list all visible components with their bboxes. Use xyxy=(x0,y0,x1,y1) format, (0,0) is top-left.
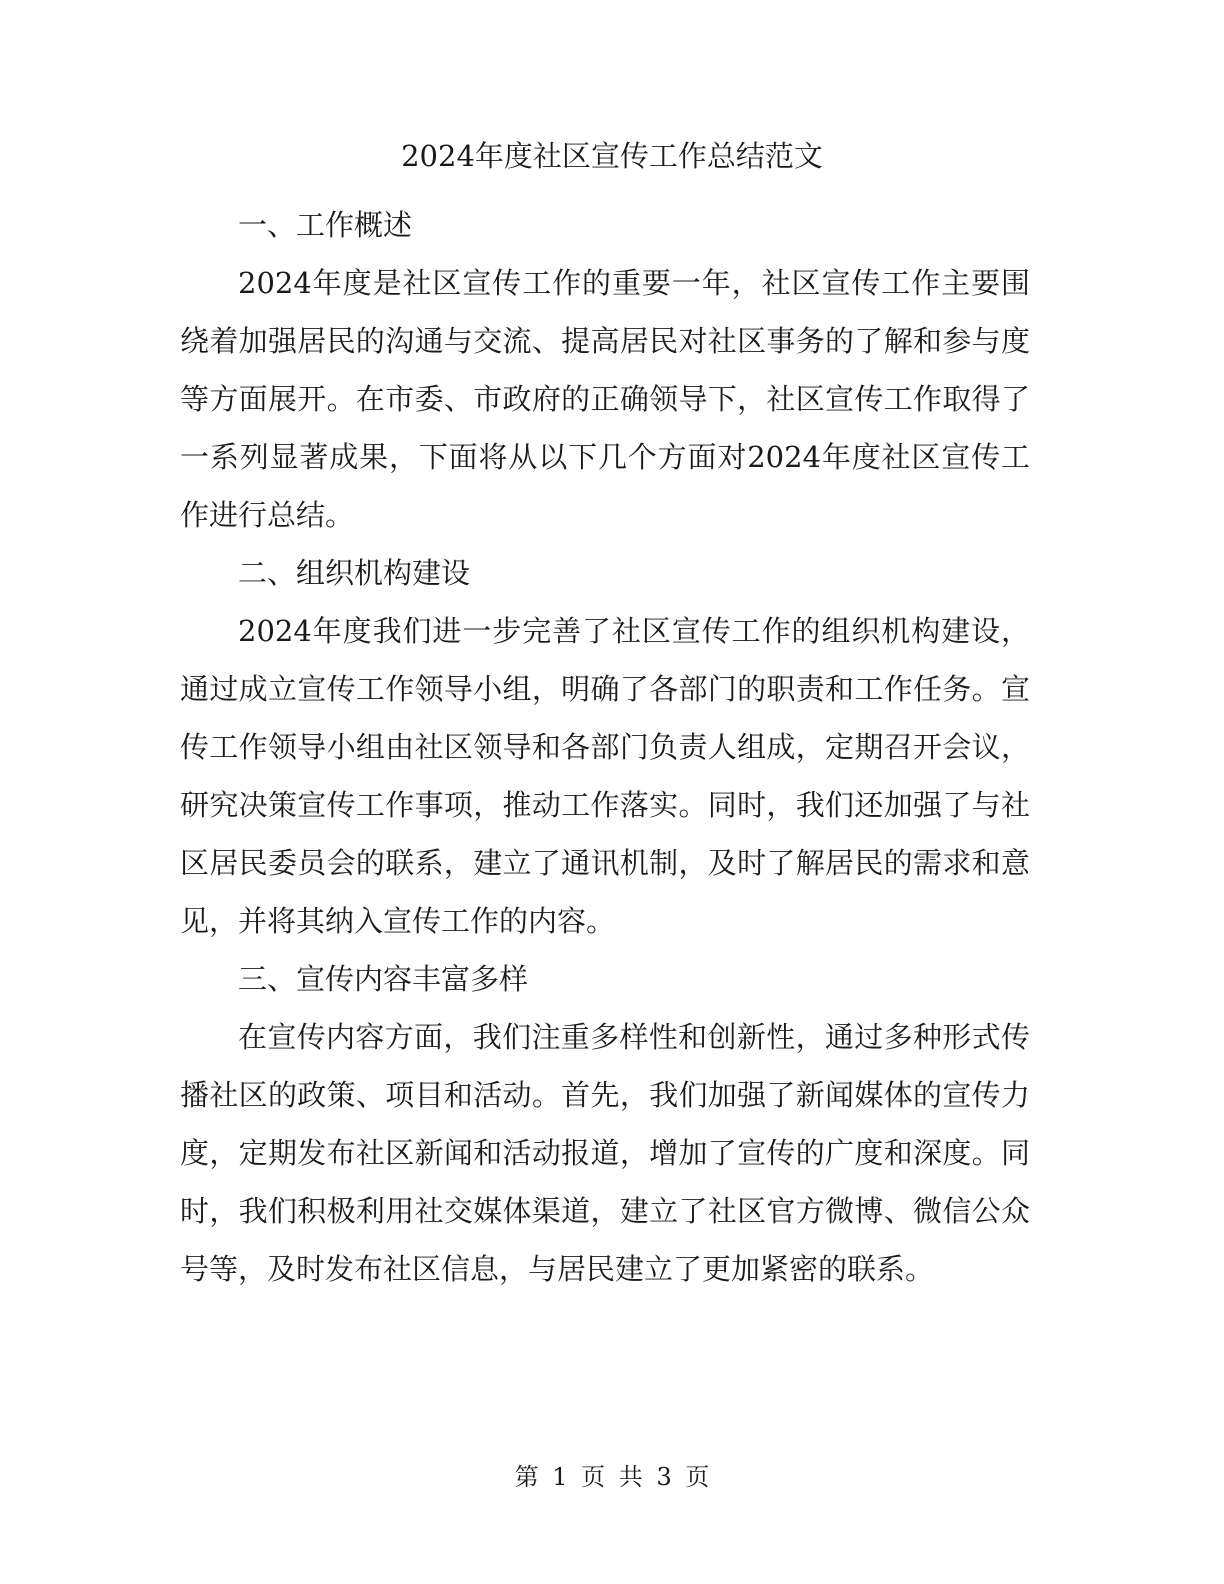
document-title: 2024年度社区宣传工作总结范文 xyxy=(401,139,823,173)
section-heading-organization: 二、组织机构建设 xyxy=(238,556,471,590)
section-paragraph-organization: 2024年度我们进一步完善了社区宣传工作的组织机构建设，通过成立宣传工作领导小组，明确了各部门的职责和工作任务。宣传工作领导小组由社区领导和各部门负责人组成，定期召开会议，研究决策宣传工作事项，推动工作落实。同时，我们还加强了与社区居民委员会的联系，建立了通讯机制，及时了解居民的需求和意见，并将其纳入宣传工作的内容。 xyxy=(180,614,1030,938)
document-body xyxy=(180,196,1030,1298)
section-paragraph-content: 在宣传内容方面，我们注重多样性和创新性，通过多种形式传播社区的政策、项目和活动。首先，我们加强了新闻媒体的宣传力度，定期发布社区新闻和活动报道，增加了宣传的广度和深度。同时，我们积极利用社交媒体渠道，建立了社区官方微博、微信公众号等，及时发布社区信息，与居民建立了更加紧密的联系。 xyxy=(180,1020,1030,1286)
page-number-footer: 第 1 页 共 3 页 xyxy=(514,1463,710,1491)
section-heading-overview: 一、工作概述 xyxy=(238,208,413,242)
section-heading-content: 三、宣传内容丰富多样 xyxy=(238,962,529,996)
section-paragraph-overview: 2024年度是社区宣传工作的重要一年，社区宣传工作主要围绕着加强居民的沟通与交流、提高居民对社区事务的了解和参与度等方面展开。在市委、市政府的正确领导下，社区宣传工作取得了一系列显著成果，下面将从以下几个方面对2024年度社区宣传工作进行总结。 xyxy=(180,266,1030,532)
